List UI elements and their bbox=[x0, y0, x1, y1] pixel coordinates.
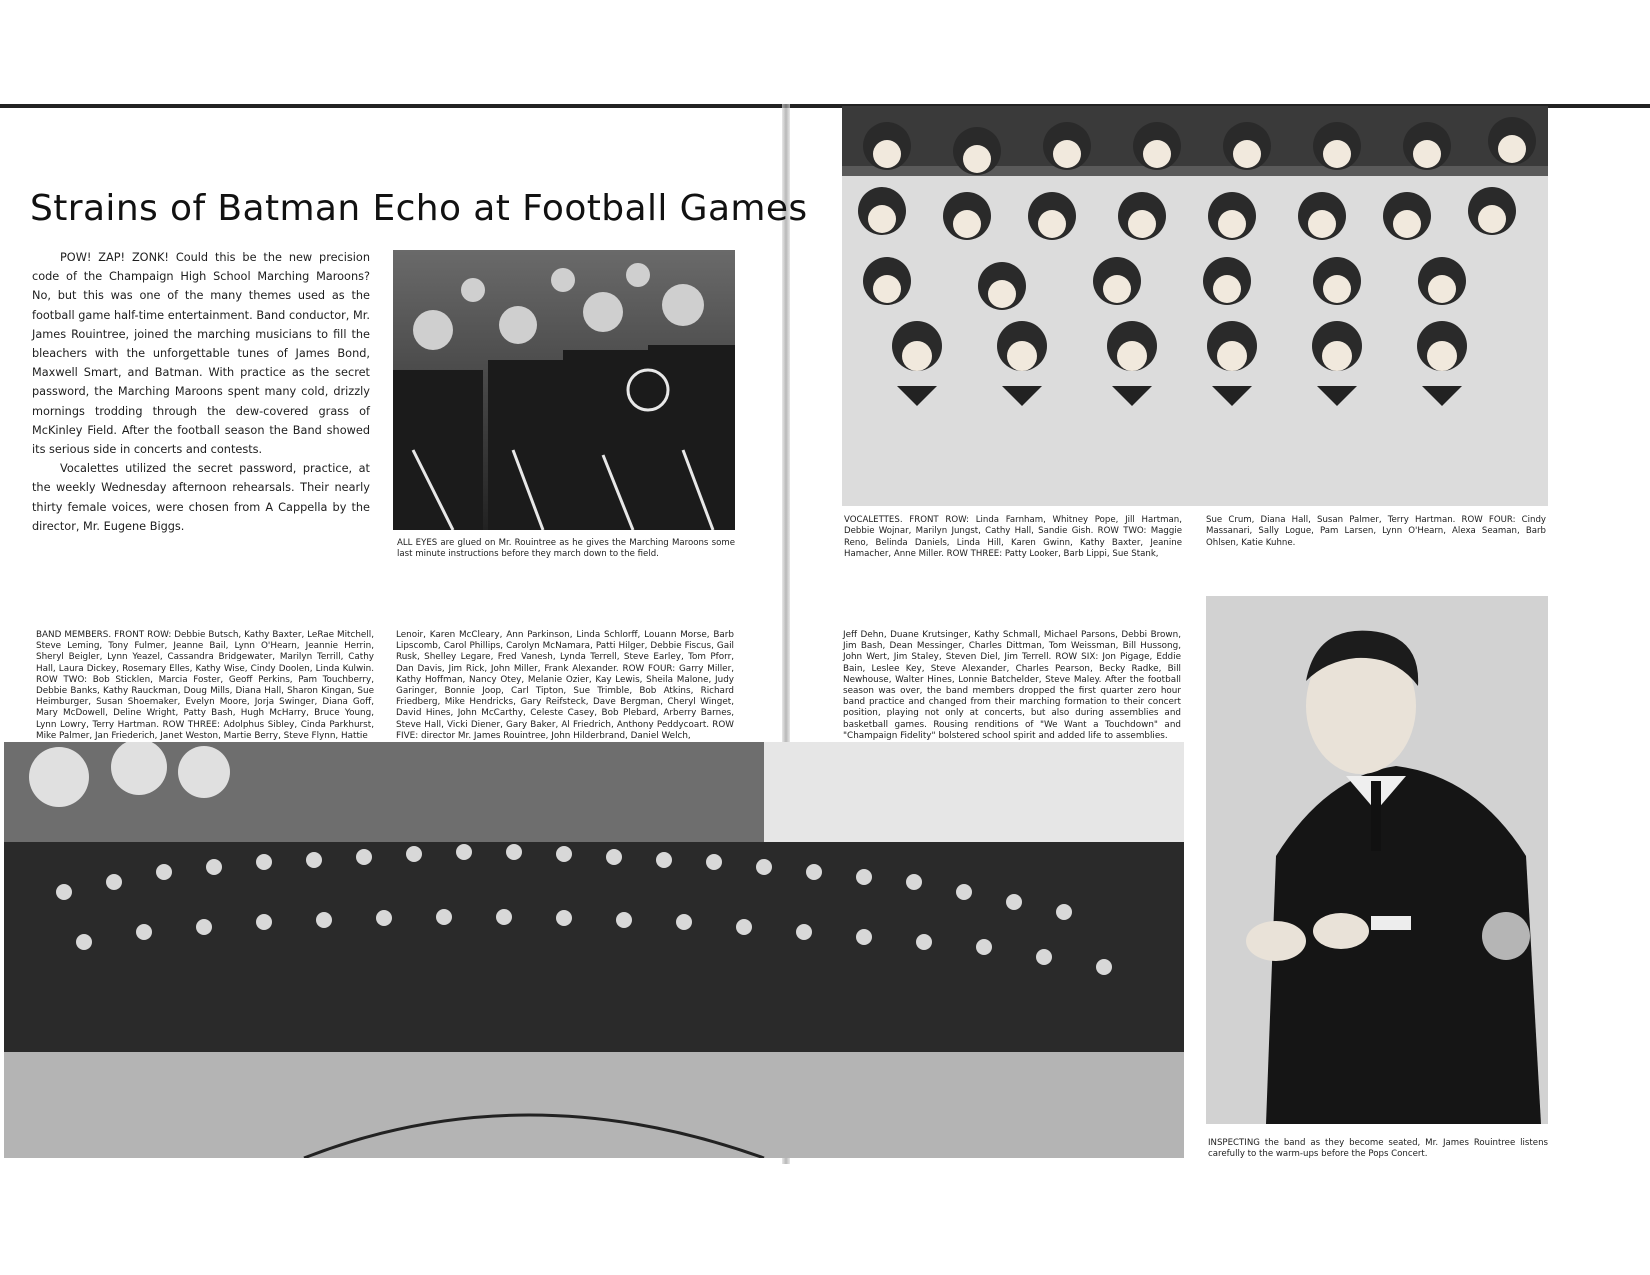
band-seated-photo bbox=[393, 250, 735, 530]
page-headline: Strains of Batman Echo at Football Games bbox=[30, 188, 808, 229]
vocalettes-caption-right: Sue Crum, Diana Hall, Susan Palmer, Terry Hartman. ROW FOUR: Cindy Massanari, Sally Logue, Pam Larsen, Lynn O'Hearn, Alexa Seaman, Barb Ohlsen, Katie Kuhne. bbox=[1206, 515, 1546, 548]
story-paragraph-2: Vocalettes utilized the secret password, practice, at the weekly Wednesday afternoon rehearsals. Their nearly thirty female voices, were chosen from A Cappella by the director, Mr. Eugene Biggs. bbox=[32, 462, 370, 533]
band-roster-col-1: BAND MEMBERS. FRONT ROW: Debbie Butsch, Kathy Baxter, LeRae Mitchell, Steve Leming, Tony Fulmer, Jeanne Bail, Lynn O'Hearn, Jeannie Herrin, Sheryl Beigler, Lynn Yeazel, Cassandra Bridgewater, Marilyn Terrill, Cathy Hall, Laura Dickey, Rosemary Elles, Kathy Wise, Cindy Doolen, Linda Kulwin. ROW TWO: Bob Sticklen, Marcia Foster, Geoff Perkins, Pam Touchberry, Debbie Banks, Kathy Rauckman, Doug Mills, Diana Hall, Sharon Kingan, Sue Heimburger, Susan Shoemaker, Evelyn Moore, Jorja Swinger, Diana Goff, Mary McDowell, Deline Wright, Patty Bash, Hugh McHarry, Bruce Young, Lynn Lowry, Terry Hartman. ROW THREE: Adolphus Sibley, Cinda Parkhurst, Mike Palmer, Jan Friederich, Janet Weston, Martie Berry, Steve Flynn, Hattie bbox=[36, 630, 374, 741]
story-paragraph-1: POW! ZAP! ZONK! Could this be the new precision code of the Champaign High School Marching Maroons? No, but this was one of the many themes used as the football game half-time entertainment. Band conductor, Mr. James Rouintree, joined the marching musicians to fill the bleachers with the unforgettable tunes of James Bond, Maxwell Smart, and Batman. With practice as the secret password, the Marching Maroons spent many cold, drizzly mornings trodding through the dew-covered grass of McKinley Field. After the football season the Band showed its serious side in concerts and contests. bbox=[32, 251, 370, 457]
band-roster-col-2: Lenoir, Karen McCleary, Ann Parkinson, Linda Schlorff, Louann Morse, Barb Lipscomb, Carol Phillips, Carolyn McNamara, Patti Hilger, Debbie Fiscus, Gail Rusk, Shelley Legare, Fred Vanesh, Lynda Terrell, Steve Earley, Tom Pforr, Dan Davis, Jim Rick, John Miller, Frank Alexander. ROW FOUR: Garry Miller, Kathy Hoffman, Nancy Otey, Melanie Ozier, Kay Lewis, Sheila Malone, Judy Garinger, Bonnie Joop, Carl Tipton, Sue Trimble, Bob Atkins, Richard Friedberg, Mike Hendricks, Gary Reifsteck, Dave Bergman, Cheryl Winget, David Hines, John McCarthy, Celeste Casey, Bob Plebard, Arberry Barnes, Steve Hall, Vicki Diener, Gary Baker, Al Friedrich, Anthony Peddycoart. ROW FIVE: director Mr. James Rouintree, John Hilderbrand, Daniel Welch, bbox=[396, 630, 734, 741]
story-text bbox=[32, 248, 370, 536]
band-roster-col-3: Jeff Dehn, Duane Krutsinger, Kathy Schmall, Michael Parsons, Debbi Brown, Jim Bash, Dean Messinger, Charles Dittman, Tom Weissman, Bill Hussong, John Wert, Jim Staley, Steven Diel, Jim Terrell. ROW SIX: Jon Pigage, Eddie Bain, Leslee Key, Steve Alexander, Charles Pearson, Becky Radke, Bill Newhouse, Walter Hines, Lonnie Batchelder, Steve Maley. After the football season was over, the band members dropped the first quarter zero hour band practice and changed from their marching formation to their concert position, playing not only at concerts, but also during assemblies and basketball games. Rousing renditions of "We Want a Touchdown" and "Champaign Fidelity" bolstered school spirit and added life to assemblies. bbox=[843, 630, 1181, 741]
director-caption: INSPECTING the band as they become seated, Mr. James Rouintree listens carefully to the warm-ups before the Pops Concert. bbox=[1208, 1138, 1548, 1160]
full-band-photo bbox=[4, 742, 1184, 1158]
band-photo-caption: ALL EYES are glued on Mr. Rouintree as he gives the Marching Maroons some last minute instructions before they march down to the field. bbox=[397, 538, 735, 560]
director-photo bbox=[1206, 596, 1548, 1124]
vocalettes-photo bbox=[842, 106, 1548, 506]
vocalettes-caption-left: VOCALETTES. FRONT ROW: Linda Farnham, Whitney Pope, Jill Hartman, Debbie Wojnar, Marilyn Jungst, Cathy Hall, Sandie Gish. ROW TWO: Maggie Reno, Belinda Daniels, Linda Hill, Karen Gwinn, Kathy Baxter, Jeanine Hamacher, Anne Miller. ROW THREE: Patty Looker, Barb Lippi, Sue Stank, bbox=[844, 515, 1182, 560]
